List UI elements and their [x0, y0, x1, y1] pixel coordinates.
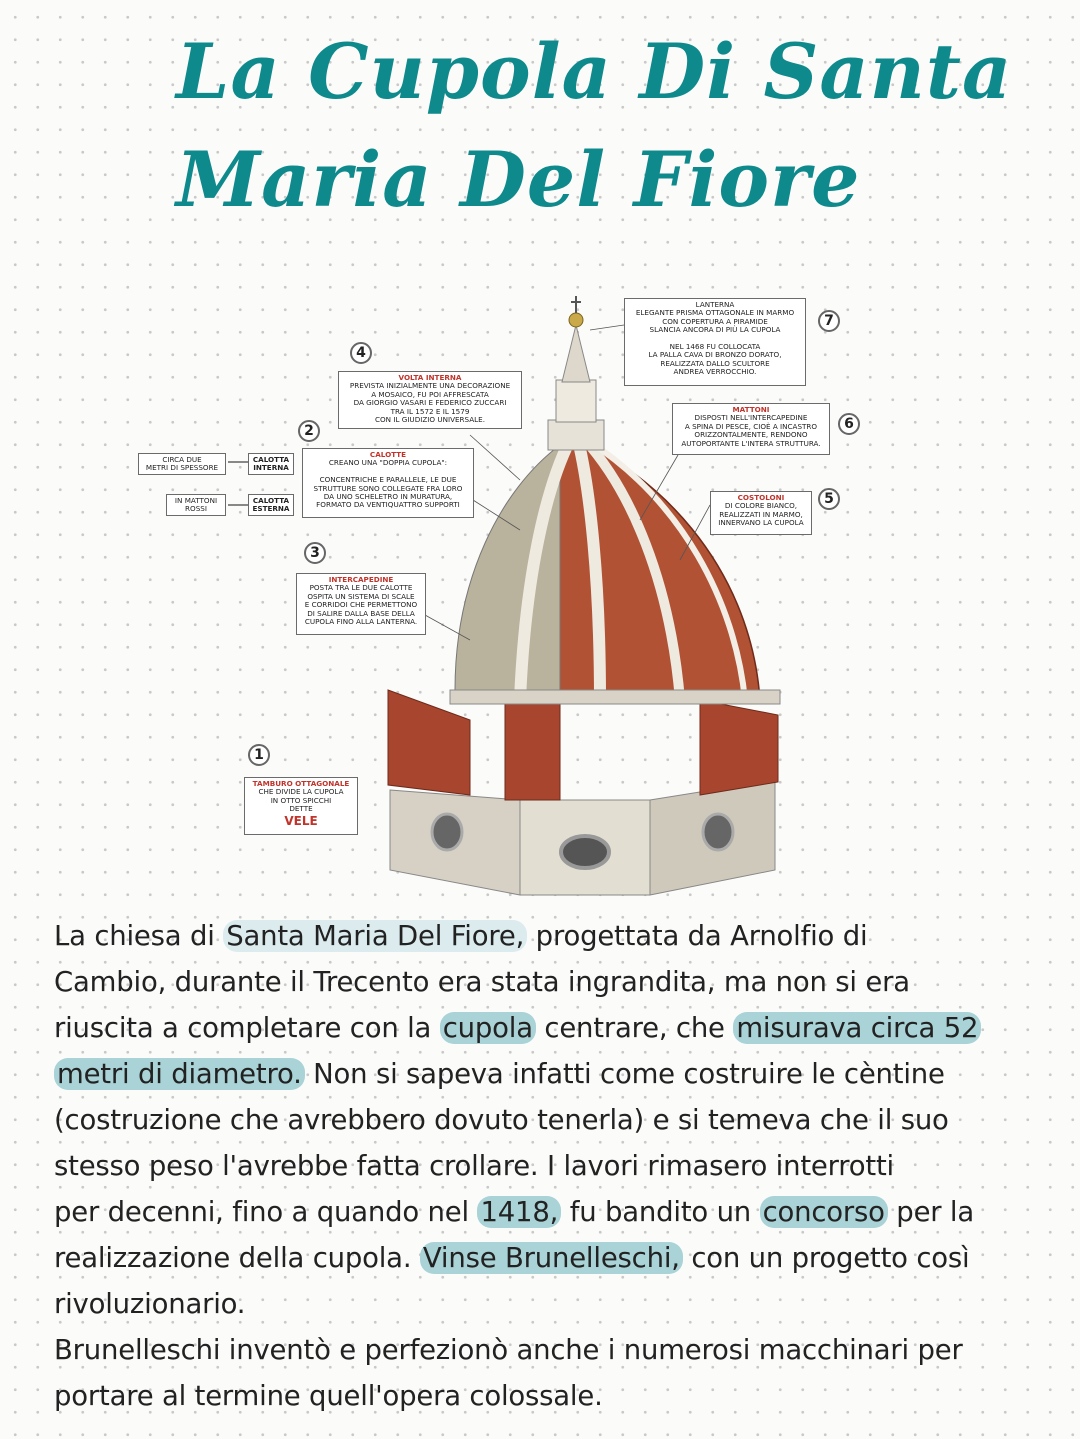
label-number-3: 3 [304, 542, 326, 564]
drum-oculus-right [703, 814, 733, 850]
body-line-6: stesso peso l'avrebbe fatta crollare. I lavori rimasero interrotti [54, 1150, 894, 1182]
label-number-4: 4 [350, 342, 372, 364]
body-line-9: rivoluzionario. [54, 1288, 246, 1320]
body-line-2: Cambio, durante il Trecento era stata ingrandita, ma non si era [54, 966, 910, 998]
body-line-8: realizzazione della cupola. Vinse Brunelleschi, con un progetto così [54, 1242, 970, 1274]
highlight-concorso: concorso [760, 1196, 888, 1228]
lanterna-title: LANTERNA [695, 300, 735, 309]
drum-oculus-left [432, 814, 462, 850]
intercapedine-box [296, 573, 426, 635]
mattoni-rossi-text: IN MATTONI ROSSI [174, 496, 218, 514]
mattoni-title: MATTONI [732, 405, 770, 414]
volta-interna-text: PREVISTA INIZIALMENTE UNA DECORAZIONE A MOSAICO, FU POI AFFRESCATA DA GIORGIO VASARI E FEDERICO ZUCCARI TRA IL 1572 E IL 1579 CON IL GIUDIZIO UNIVERSALE. [349, 381, 511, 425]
mattoni-text: DISPOSTI NELL'INTERCAPEDINE A SPINA DI PESCE, CIOÈ A INCASTRO ORIZZONTALMENTE, RENDONO AUTOPORTANTE L'INTERA STRUTTURA. [681, 413, 821, 448]
label-number-6: 6 [838, 413, 860, 435]
title-line-2: Maria Del Fiore [176, 135, 861, 224]
costoloni-box [710, 491, 812, 535]
label-number-7: 7 [818, 310, 840, 332]
intercapedine-title: INTERCAPEDINE [328, 575, 394, 584]
label-number-1: 1 [248, 744, 270, 766]
highlight-brunelleschi: Vinse Brunelleschi, [420, 1242, 683, 1274]
calotta-interna-box [248, 453, 294, 475]
highlight-santa-maria: Santa Maria Del Fiore, [223, 920, 527, 952]
label-number-5: 5 [818, 488, 840, 510]
lantern-cone [562, 325, 590, 382]
lantern-base [548, 420, 604, 450]
title-line-1: La Cupola Di Santa [176, 27, 1013, 116]
lanterna-text: ELEGANTE PRISMA OTTAGONALE IN MARMO CON COPERTURA A PIRAMIDE SLANCIA ANCORA DI PIÙ LA CUPOLA NEL 1468 FU COLLOCATA LA PALLA CAVA DI BRONZO DORATO, REALIZZATA DALLO SCULTORE ANDREA VERROCCHIO. [635, 308, 795, 377]
lantern-body [556, 380, 596, 422]
highlight-diametro: metri di diametro. [54, 1058, 305, 1090]
calotte-text: CREANO UNA "DOPPIA CUPOLA": CONCENTRICHE E PARALLELE, LE DUE STRUTTURE SONO COLLEGATE FRA LORO DA UNO SCHELETRO IN MURATURA, FORMATO DA VENTIQUATTRO SUPPORTI [313, 458, 463, 510]
mattoni-box [672, 403, 830, 455]
calotta-esterna-text: CALOTTA ESTERNA [252, 496, 290, 514]
tamburo-title: TAMBURO OTTAGONALE [252, 779, 350, 788]
body-paragraph [54, 913, 1044, 1419]
tamburo-box [244, 777, 358, 835]
body-line-11: portare al termine quell'opera colossale. [54, 1380, 603, 1412]
drum-brick-mid [505, 690, 560, 800]
body-line-5: (costruzione che avrebbero dovuto tenerla) e si temeva che il suo [54, 1104, 949, 1136]
mattoni-rossi-box [166, 494, 226, 516]
costoloni-text: DI COLORE BIANCO, REALIZZATI IN MARMO, INNERVANO LA CUPOLA [718, 501, 804, 528]
spessore-text: CIRCA DUE METRI DI SPESSORE [145, 455, 219, 473]
body-line-4: metri di diametro. Non si sapeva infatti come costruire le cèntine [54, 1051, 1044, 1097]
body-line-7: per decenni, fino a quando nel 1418, fu bandito un concorso per la [54, 1196, 975, 1228]
calotta-interna-text: CALOTTA INTERNA [252, 455, 290, 473]
body-line-3: riuscita a completare con la cupola centrare, che misurava circa 52 [54, 1005, 1044, 1051]
label-number-2: 2 [298, 420, 320, 442]
calotte-title: CALOTTE [369, 450, 407, 459]
drum-oculus-front [561, 836, 609, 868]
highlight-cupola: cupola [440, 1012, 536, 1044]
highlight-1418: 1418, [477, 1196, 561, 1228]
vele-text: VELE [284, 813, 318, 828]
highlight-misurava: misurava circa 52 [733, 1012, 981, 1044]
volta-interna-box [338, 371, 522, 429]
intercapedine-text: POSTA TRA LE DUE CALOTTE OSPITA UN SISTEMA DI SCALE E CORRIDOI CHE PERMETTONO DI SALIRE DALLA BASE DELLA CUPOLA FINO ALLA LANTERNA. [304, 583, 418, 627]
calotta-esterna-box [248, 494, 294, 516]
spessore-box [138, 453, 226, 475]
drum-brick-left [388, 690, 470, 795]
drum-brick-right [700, 700, 778, 795]
body-line-1: La chiesa di Santa Maria Del Fiore, progettata da Arnolfio di [54, 920, 868, 952]
calotte-box [302, 448, 474, 518]
tamburo-text: CHE DIVIDE LA CUPOLA IN OTTO SPICCHI DETTE [258, 787, 344, 814]
body-line-10: Brunelleschi inventò e perfezionò anche i numerosi macchinari per [54, 1334, 963, 1366]
costoloni-title: COSTOLONI [737, 493, 785, 502]
dome-gallery-ring [450, 690, 780, 704]
volta-interna-title: VOLTA INTERNA [398, 373, 462, 382]
lantern-ball [569, 313, 583, 327]
lanterna-box [624, 298, 806, 386]
